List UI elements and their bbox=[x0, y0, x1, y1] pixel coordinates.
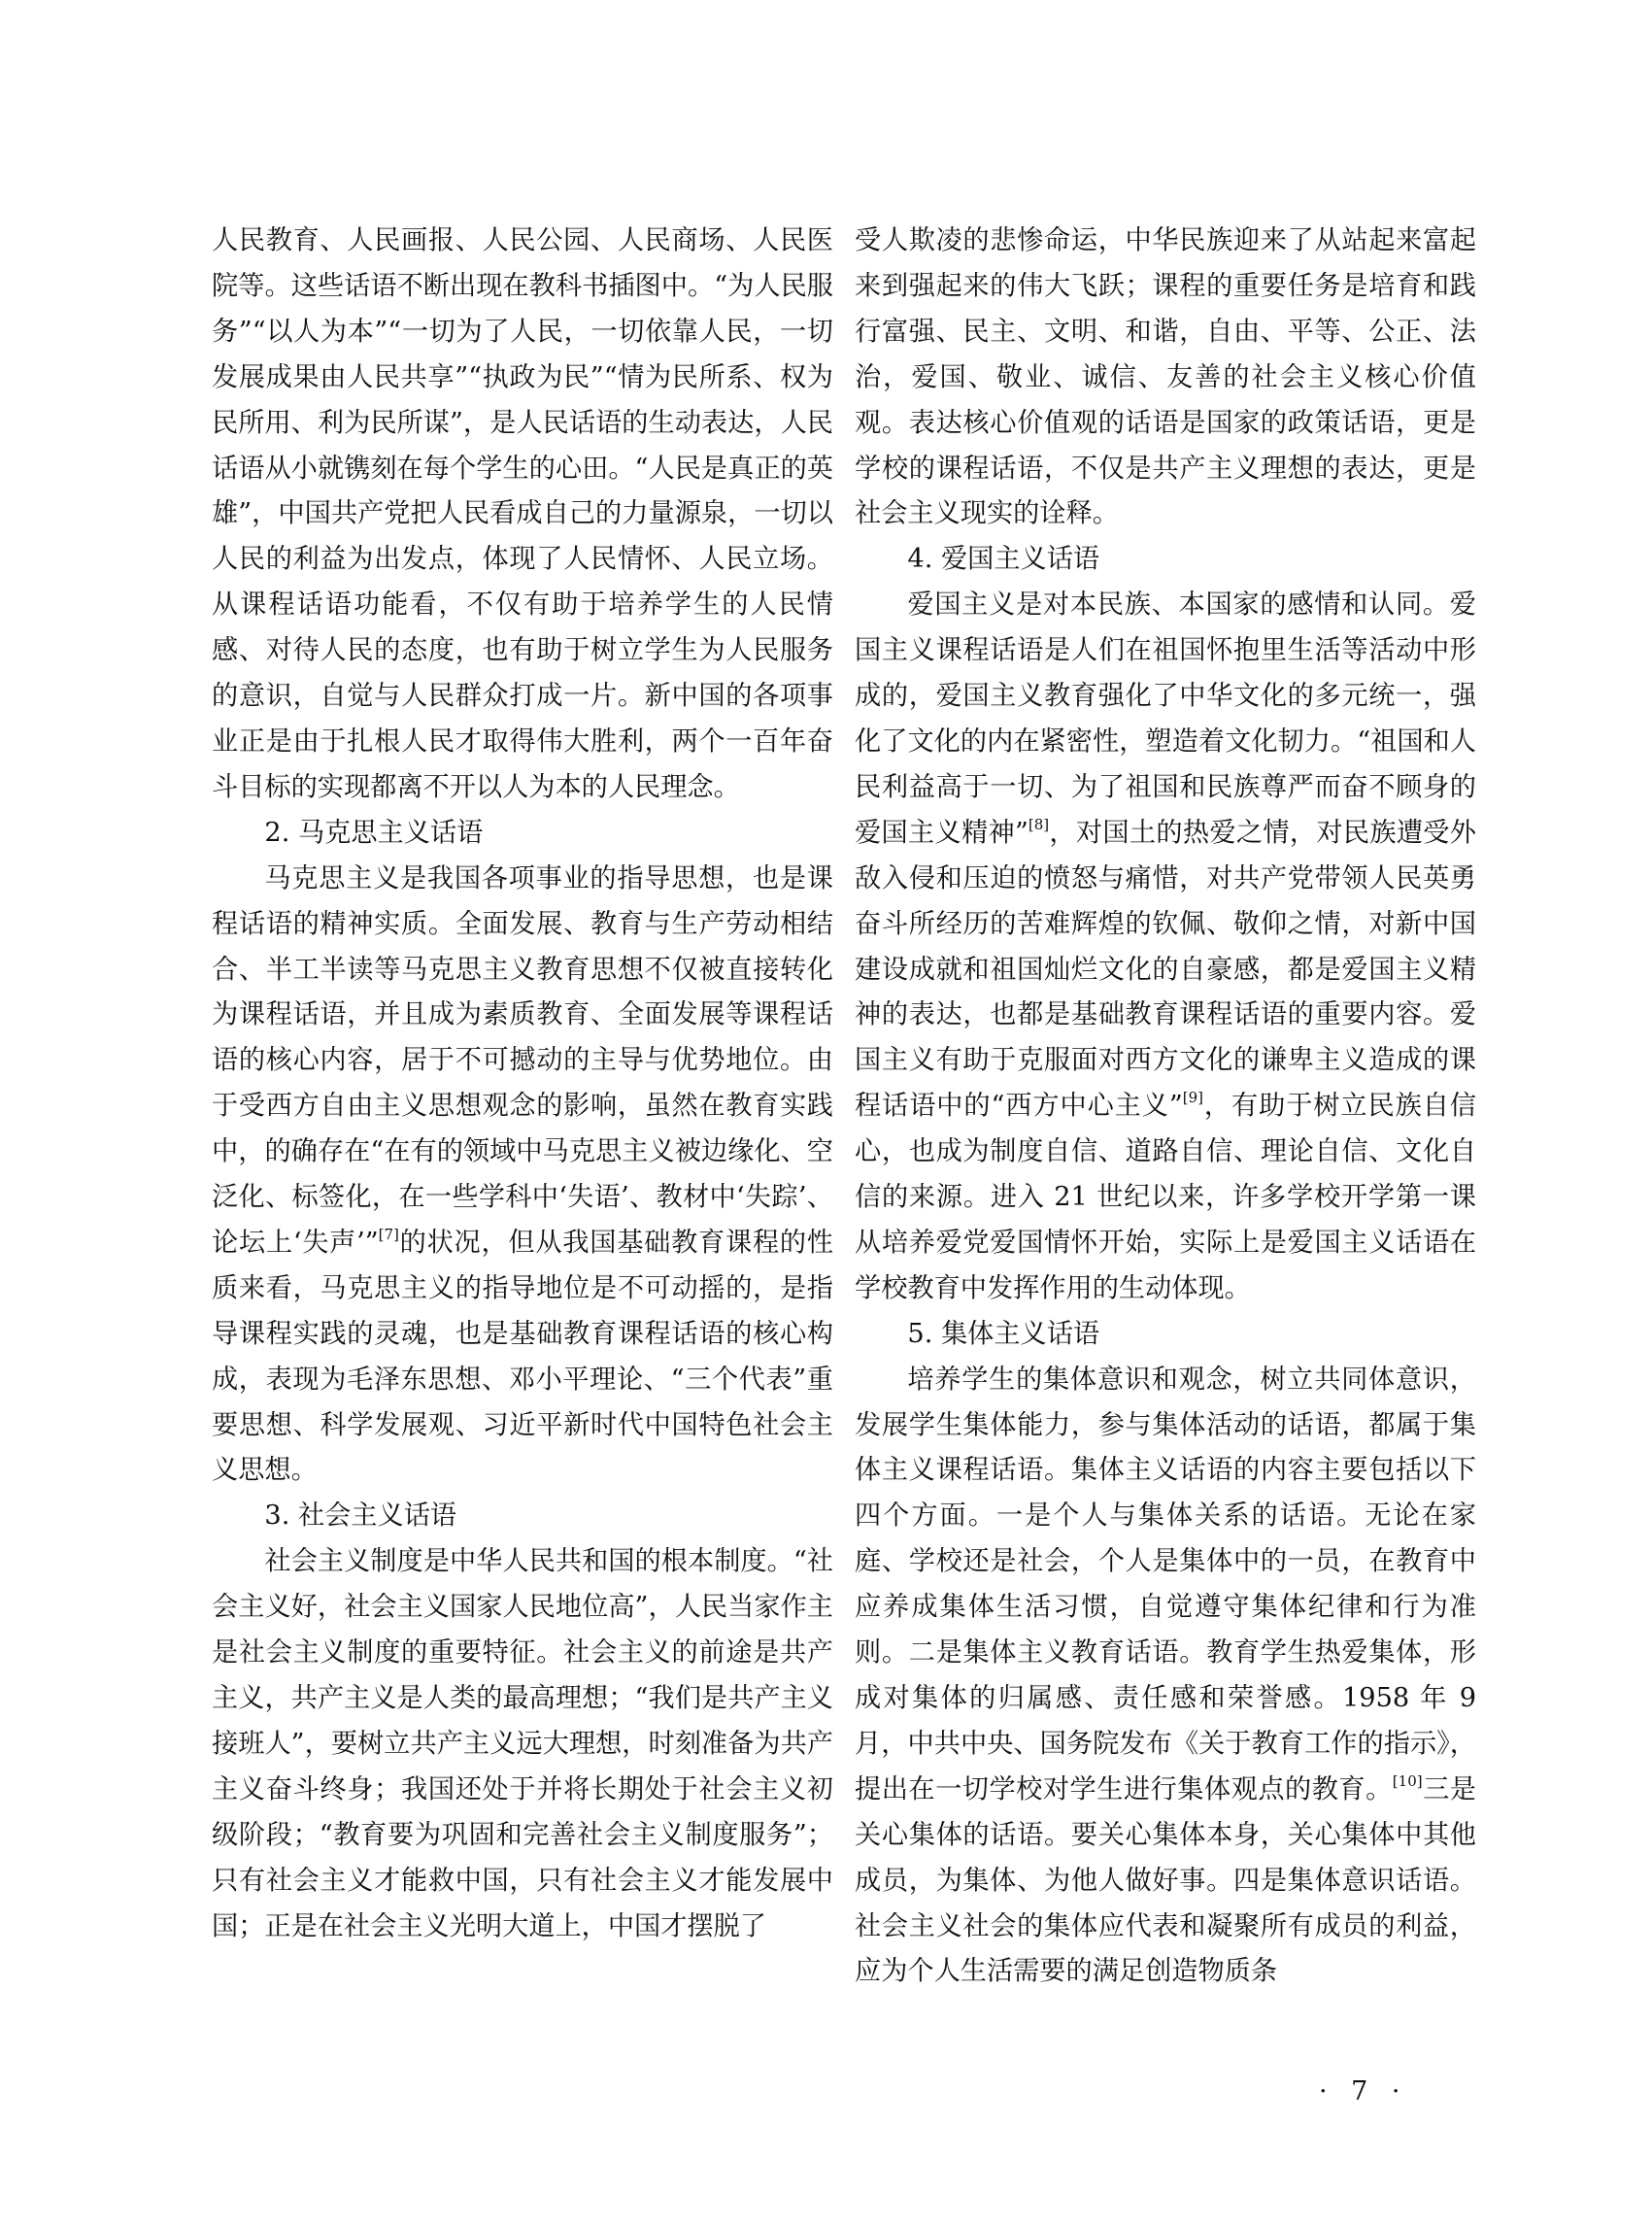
paragraph-text: 爱国主义是对本民族、本国家的感情和认同。爱国主义课程话语是人们在祖国怀抱里生活等活动中形成的，爱国主义教育强化了中华文化的多元统一，强化了文化的内在紧密性，塑造着文化韧力。“祖国和人民利益高于一切、为了祖国和民族尊严而奋不顾身的爱国主义精神” bbox=[855, 590, 1476, 848]
citation-ref: [8] bbox=[1028, 815, 1050, 833]
paragraph-text: ，对国土的热爱之情，对民族遭受外敌入侵和压迫的愤怒与痛惜，对共产党带领人民英勇奋斗所经历的苦难辉煌的钦佩、敬仰之情，对新中国建设成就和祖国灿烂文化的自豪感，都是爱国主义精神的表达，也都是基础教育课程话语的重要内容。爱国主义有助于克服面对西方文化的谦卑主义造成的课程话语中的“西方中心主义” bbox=[855, 817, 1476, 1122]
paragraph-socialism: 社会主义制度是中华人民共和国的根本制度。“社会主义好，社会主义国家人民地位高”，人民当家作主是社会主义制度的重要特征。社会主义的前途是共产主义，共产主义是人类的最高理想；“我们是共产主义接班人”，要树立共产主义远大理想，时刻准备为共产主义奋斗终身；我国还处于并将长期处于社会主义初级阶段；“教育要为巩固和完善社会主义制度服务”；只有社会主义才能救中国，只有社会主义才能发展中国；正是在社会主义光明大道上，中国才摆脱了 bbox=[212, 1546, 833, 1941]
left-column bbox=[212, 219, 833, 1949]
right-column bbox=[855, 219, 1476, 1995]
section-heading-marxism: 2. 马克思主义话语 bbox=[264, 817, 484, 848]
paragraph-people-discourse: 人民教育、人民画报、人民公园、人民商场、人民医院等。这些话语不断出现在教科书插图中。“为人民服务”“以人为本”“一切为了人民，一切依靠人民，一切发展成果由人民共享”“执政为民”“情为民所系、权为民所用、利为民所谋”，是人民话语的生动表达，人民话语从小就镌刻在每个学生的心田。“人民是真正的英雄”，中国共产党把人民看成自己的力量源泉，一切以人民的利益为出发点，体现了人民情怀、人民立场。从课程话语功能看，不仅有助于培养学生的人民情感、对待人民的态度，也有助于树立学生为人民服务的意识，自觉与人民群众打成一片。新中国的各项事业正是由于扎根人民才取得伟大胜利，两个一百年奋斗目标的实现都离不开以人为本的人民理念。 bbox=[212, 225, 833, 802]
citation-ref: [10] bbox=[1392, 1771, 1423, 1790]
section-heading-collectivism: 5. 集体主义话语 bbox=[907, 1318, 1100, 1349]
paragraph-text: 的状况，但从我国基础教育课程的性质来看，马克思主义的指导地位是不可动摇的，是指导课程实践的灵魂，也是基础教育课程话语的核心构成，表现为毛泽东思想、邓小平理论、“三个代表”重要思想、科学发展观、习近平新时代中国特色社会主义思想。 bbox=[212, 1227, 833, 1486]
paragraph-text: 培养学生的集体意识和观念，树立共同体意识，发展学生集体能力，参与集体活动的话语，都属于集体主义课程话语。集体主义话语的内容主要包括以下四个方面。一是个人与集体关系的话语。无论在家庭、学校还是社会，个人是集体中的一员，在教育中应养成集体生活习惯，自觉遵守集体纪律和行为准则。二是集体主义教育话语。教育学生热爱集体，形成对集体的归属感、责任感和荣誉感。1958 年 9 月，中共中央、国务院发布《关于教育工作的指示》，提出在一切学校对学生进行集体观点的教育。 bbox=[855, 1364, 1476, 1804]
paragraph-text: ，有助于树立民族自信心，也成为制度自信、道路自信、理论自信、文化自信的来源。进入 21 世纪以来，许多学校开学第一课从培养爱党爱国情怀开始，实际上是爱国主义话语在学校教育中发挥作用的生动体现。 bbox=[855, 1091, 1476, 1303]
paragraph-socialism-continued: 受人欺凌的悲惨命运，中华民族迎来了从站起来富起来到强起来的伟大飞跃；课程的重要任务是培育和践行富强、民主、文明、和谐，自由、平等、公正、法治，爱国、敬业、诚信、友善的社会主义核心价值观。表达核心价值观的话语是国家的政策话语，更是学校的课程话语，不仅是共产主义理想的表达，更是社会主义现实的诠释。 bbox=[855, 225, 1476, 529]
paragraph-text: 马克思主义是我国各项事业的指导思想，也是课程话语的精神实质。全面发展、教育与生产劳动相结合、半工半读等马克思主义教育思想不仅被直接转化为课程话语，并且成为素质教育、全面发展等课程话语的核心内容，居于不可撼动的主导与优势地位。由于受西方自由主义思想观念的影响，虽然在教育实践中，的确存在“在有的领域中马克思主义被边缘化、空泛化、标签化，在一些学科中‘失语’、教材中‘失踪’、论坛上‘失声’” bbox=[212, 862, 833, 1258]
page-number: · 7 · bbox=[1319, 2076, 1408, 2107]
section-heading-patriotism: 4. 爱国主义话语 bbox=[907, 544, 1100, 575]
citation-ref: [9] bbox=[1182, 1089, 1204, 1107]
paragraph-collectivism bbox=[855, 1358, 1476, 1996]
paragraph-text: 三是关心集体的话语。要关心集体本身，关心集体中其他成员，为集体、为他人做好事。四是集体意识话语。社会主义社会的集体应代表和凝聚所有成员的利益，应为个人生活需要的满足创造物质条 bbox=[855, 1773, 1476, 1987]
paragraph-marxism bbox=[212, 857, 833, 1495]
citation-ref: [7] bbox=[378, 1225, 399, 1243]
paragraph-patriotism bbox=[855, 583, 1476, 1312]
section-heading-socialism: 3. 社会主义话语 bbox=[264, 1500, 457, 1532]
